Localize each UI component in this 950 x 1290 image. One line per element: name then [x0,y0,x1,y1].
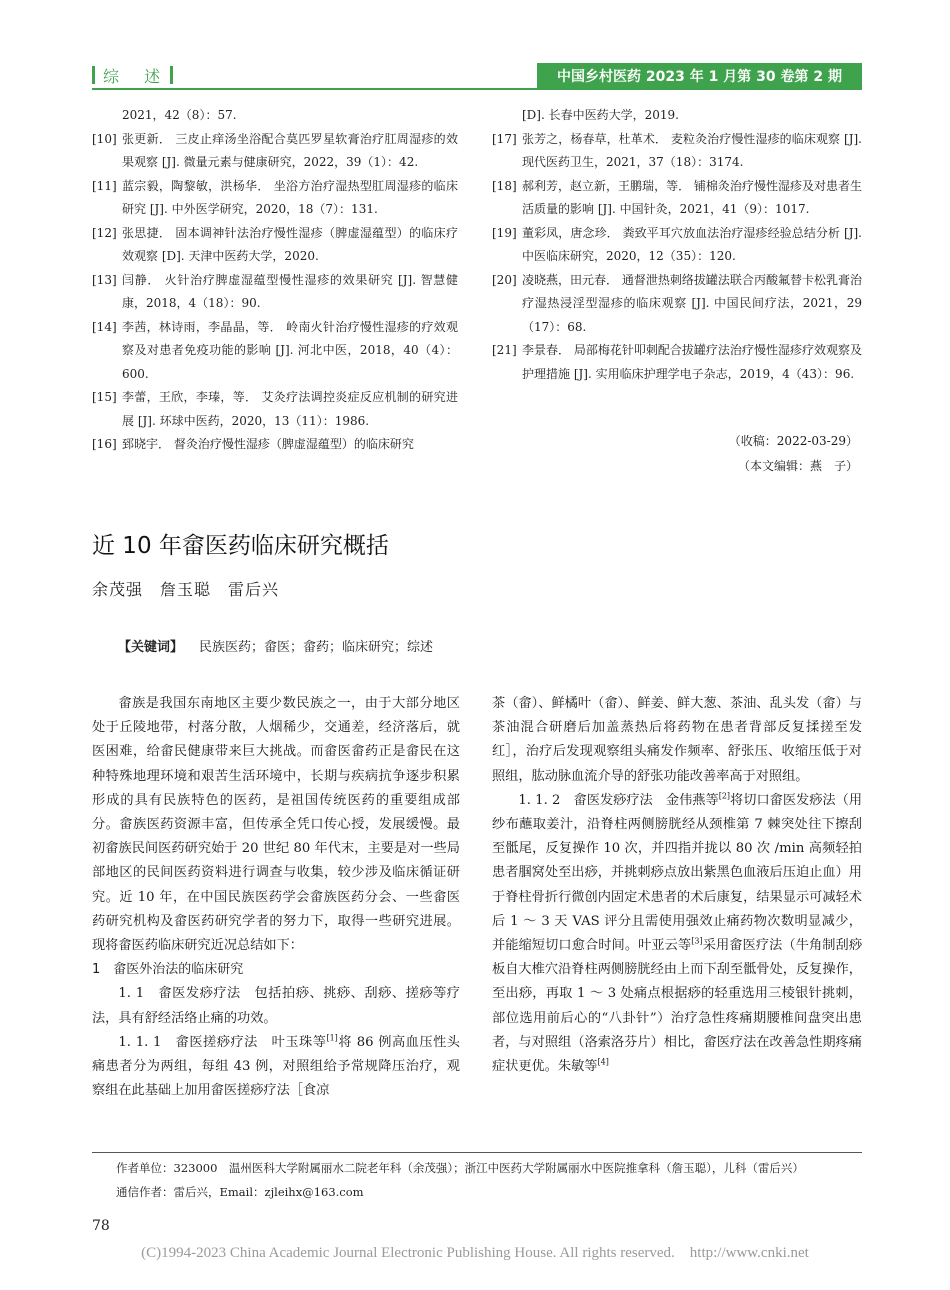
reference-number: [10] [92,131,117,146]
reference-number: [19] [492,225,517,240]
reference-text: 李茜，林诗雨，李晶晶，等． 岭南火针治疗慢性湿疹的疗效观察及对患者免疫功能的影响 [J]. 河北中医，2018，40（4）：600. [122,319,458,381]
references-right [492,104,862,386]
received-date: （收稿：2022-03-29） [728,434,858,448]
citation: [2] [718,791,731,801]
reference-text: 张思捷． 固本调神针法治疗慢性湿疹（脾虚湿蕴型）的临床疗效观察 [D]. 天津中医药大学，2020. [122,225,458,263]
keywords-label: 【关键词】 [118,640,184,655]
section-bar-right [170,66,173,84]
article-title: 近 10 年畲医药临床研究概括 [92,533,389,559]
p-text: 1. 1. 1 畲医搓痧疗法 叶玉珠等 [118,1034,327,1050]
footnote-rule [92,1152,862,1153]
section-label-text: 综 述 [103,66,171,86]
p-text: 采用畲医疗法（牛角制刮痧板自大椎穴沿脊柱两侧膀胱经由上而下刮至骶骨处，反复操作，至出痧，再取 1 ～ 3 处痛点根据痧的轻重选用三棱银针挑刺，部位选用前后心的“八卦针”）治疗急性疼痛期腰椎间盘突出患者，与对照组（洛索洛芬片）相比，畲医疗法在改善急性期疼痛症状更优。朱敏等 [492,938,863,1075]
reference-item [92,269,458,316]
reference-item [492,104,862,128]
reference-text: 2021，42（8）：57. [122,108,237,122]
reference-text: 李景春． 局部梅花针叩刺配合拔罐疗法治疗慢性湿疹疗效观察及护理措施 [J]. 实用临床护理学电子杂志，2019，4（43）：96. [522,343,862,381]
p-text: 将切口畲医发痧法（用纱布蘸取姜汁，沿脊柱两侧膀胱经从颈椎第 7 棘突处往下擦刮至骶尾，反复操作 10 次，并四指并拢以 80 次 /min 高频轻拍患者腘窝处至出痧，并挑刺痧点放出紫黑色血液后压迫止血）用于脊柱骨折行微创内固定术患者的术后康复，结果显示可减轻术后 1 ～ 3 天 VAS 评分且需使用强效止痛药物次数明显减少，并能缩短切口愈合时间。叶亚云等 [492,792,863,954]
journal-banner: 中国乡村医药 2023 年 1 月第 30 卷第 2 期 [537,63,862,88]
copyright-line: (C)1994-2023 China Academic Journal Electronic Publishing House. All rights reserved. http://www.cnki.net [141,1245,809,1261]
section-label [92,64,173,86]
subsection-1-1-2 [492,789,862,1079]
correspondence: 通信作者：雷后兴，Email：zjleihx@163.com [116,1185,364,1199]
reference-number: [14] [92,319,117,334]
reference-text: 郅晓宇． 督灸治疗慢性湿疹（脾虚湿蕴型）的临床研究 [122,437,414,451]
intro-paragraph: 畲族是我国东南地区主要少数民族之一，由于大部分地区处于丘陵地带，村落分散，人烟稀少，交通差，经济落后，就医困难，给畲民健康带来巨大挑战。而畲医畲药正是畲民在这种特殊地理环境和艰苦生活环境中，长期与疾病抗争逐步积累形成的具有民族特色的医药，是祖国传统医药的重要组成部分。畲族医药资源丰富，但传承全凭口传心授，发展缓慢。最初畲族民间医药研究始于 20 世纪 80 年代末，主要是对一些局部地区的民间医药资料进行调查与收集，较少涉及临床循证研究。近 10 年，在中国民族医药学会畲族医药分会、一些畲医药研究机构及畲医药研究学者的努力下，取得一些研究进展。现将畲医药临床研究近况总结如下： [92,696,460,954]
reference-item [92,128,458,175]
keywords-line [118,636,433,655]
reference-item [492,339,862,386]
reference-text: 张芳之，杨春草，杜革术． 麦粒灸治疗慢性湿疹的临床观察 [J]. 现代医药卫生，2021，37（18）：3174. [522,131,862,169]
body-left-column [92,692,460,1103]
reference-text: [D]. 长春中医药大学，2019. [522,108,679,122]
reference-item [492,269,862,340]
reference-item [92,222,458,269]
reference-text: 郝利芳，赵立新，王鹏瑞，等． 铺棉灸治疗慢性湿疹及对患者生活质量的影响 [J]. 中国针灸，2021，41（9）：1017. [522,178,862,216]
body-right-column [492,692,862,1079]
reference-item [92,175,458,222]
reference-number: [17] [492,131,517,146]
reference-item [92,433,458,457]
reference-number: [20] [492,272,517,287]
reference-item [492,222,862,269]
reference-text: 凌晓燕，田元春． 通督泄热刺络拔罐法联合丙酸氟替卡松乳膏治疗湿热浸淫型湿疹的临床观察 [J]. 中国民间疗法，2021，29（17）：68. [522,272,862,334]
editor-note: （本文编辑：燕 子） [737,459,858,473]
citation: [4] [597,1057,609,1067]
reference-item [492,128,862,175]
reference-text: 张更新． 三皮止痒汤坐浴配合莫匹罗星软膏治疗肛周湿疹的效果观察 [J]. 微量元素与健康研究，2022，39（1）：42. [122,131,458,169]
continued-paragraph: 茶（畲）、鲜橘叶（畲）、鲜姜、鲜大葱、茶油、乱头发（畲）与茶油混合研磨后加盖蒸热后将药物在患者背部反复揉搓至发红］，治疗后发现观察组头痛发作频率、舒张压、收缩压低于对照组，肱动脉血流介导的舒张功能改善率高于对照组。 [492,696,862,784]
reference-text: 李蕾，王欣，李瑧，等． 艾灸疗法调控炎症反应机制的研究进展 [J]. 环球中医药，2020，13（11）：1986. [122,390,458,428]
p-text: 1. 1. 2 畲医发痧疗法 金伟燕等 [518,792,719,808]
reference-number: [21] [492,343,517,357]
section-heading-1: 1 畲医外治法的临床研究 [92,962,244,978]
reference-number: [15] [92,390,117,404]
p-text: 将 86 例高血压性头痛患者分为两组，每组 43 例，对照组给予常规降压治疗，观察组在此基础上加用畲医搓痧疗法［食凉 [92,1034,460,1099]
reference-number: [12] [92,225,117,240]
reference-number: [18] [492,178,517,193]
reference-text: 蓝宗毅，陶黎敏，洪杨华． 坐浴方治疗湿热型肛周湿疹的临床研究 [J]. 中外医学研究，2020，18（7）：131. [122,178,458,216]
reference-number: [13] [92,272,117,287]
reference-item [92,386,458,433]
subsection-1-1: 1. 1 畲医发痧疗法 包括拍痧、挑痧、刮痧、搓痧等疗法，具有舒经活络止痛的功效。 [92,986,460,1026]
citation: [3] [691,936,703,946]
reference-item [92,104,458,128]
page-number: 78 [92,1218,110,1234]
reference-text: 董彩凤，唐念珍． 粪致平耳穴放血法治疗湿疹经验总结分析 [J]. 中医临床研究，2020，12（35）：120. [522,225,862,263]
author-affiliation: 作者单位：323000 温州医科大学附属丽水二院老年科（余茂强）；浙江中医药大学附属丽水中医院推拿科（詹玉聪），儿科（雷后兴） [116,1161,804,1175]
references-left [92,104,458,457]
section-bar-left [92,66,95,84]
subsection-1-1-1 [92,1031,460,1104]
reference-text: 闫静． 火针治疗脾虚湿蕴型慢性湿疹的效果研究 [J]. 智慧健康，2018，4（18）：90. [122,272,458,310]
header-rule [92,88,862,90]
reference-item [492,175,862,222]
reference-number: [11] [92,178,117,193]
keywords-text: 民族医药；畲医；畲药；临床研究；综述 [199,640,434,655]
citation: [1] [326,1033,338,1043]
reference-item [92,316,458,387]
reference-number: [16] [92,437,117,451]
article-authors: 余茂强 詹玉聪 雷后兴 [92,580,280,599]
